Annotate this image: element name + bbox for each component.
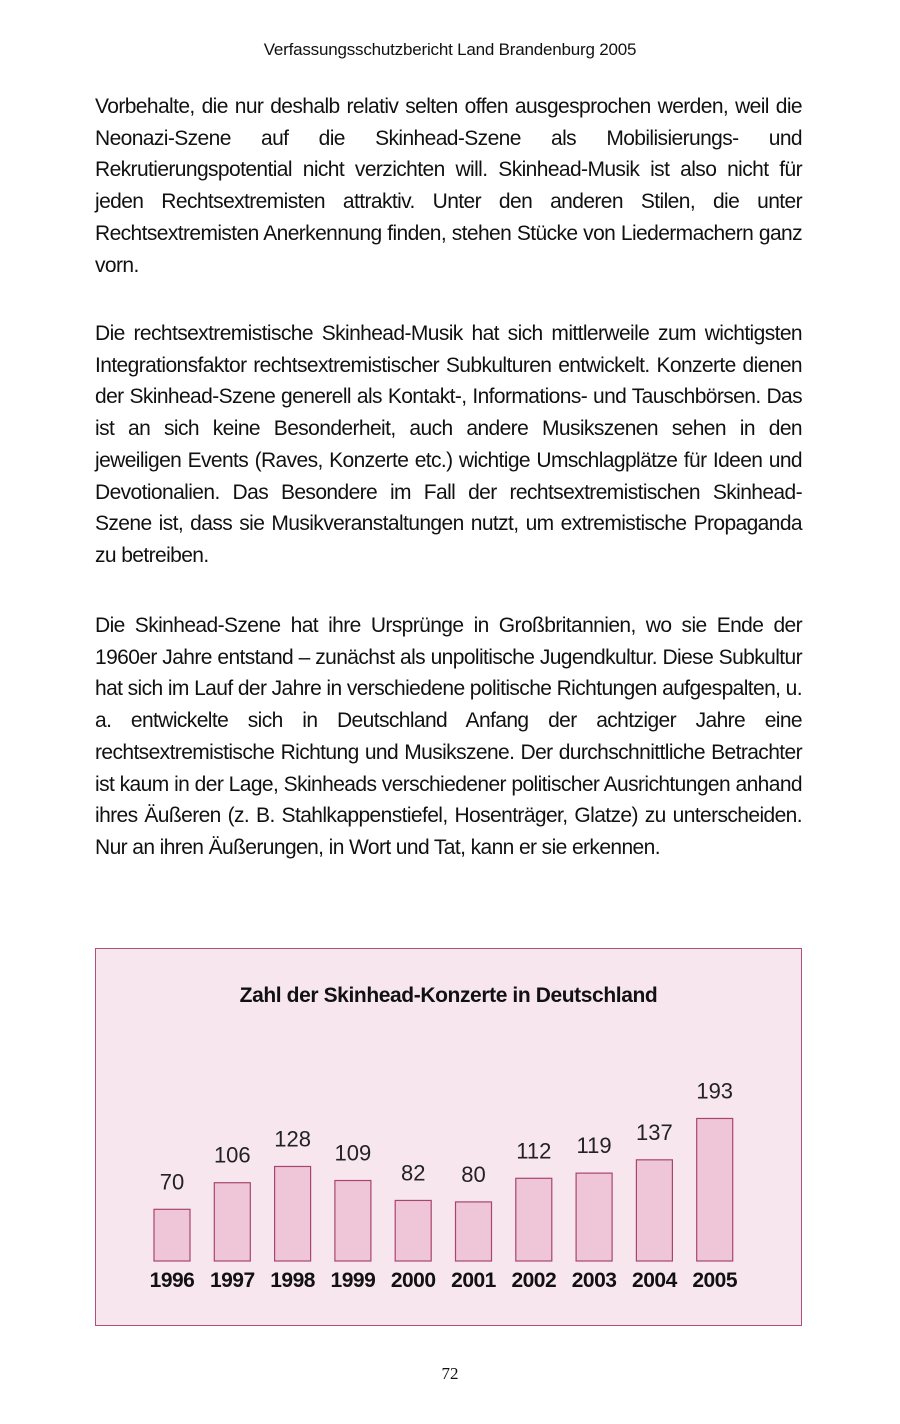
tick-label-2005: 2005 (692, 1269, 738, 1292)
tick-label-2001: 2001 (451, 1269, 496, 1292)
data-label-1997: 106 (213, 1142, 251, 1168)
page-number: 72 (441, 1364, 459, 1383)
bar-2002 (516, 1178, 552, 1261)
paragraph-text: Die Skinhead-Szene hat ihre Ursprünge in Großbritannien, wo sie Ende der 1960er Jahre entstand – zunächst als unpolitische Jugendkultur. Diese Subkultur hat sich im Lauf der Jahre in verschiedene politische Richtungen aufgespalten, u. a. entwickelte sich in Deutschland Anfang der achtziger Jahre eine rechtsextremistische Richtung und Musikszene. Der durchschnittliche Betrachter ist kaum in der Lage, Skinheads verschiedener politischer Ausrichtungen anhand ihres Äußeren (z. B. Stahlkappenstiefel, Hosenträger, Glatze) zu unterscheiden. Nur an ihren Äußerungen, in Wort und Tat, kann er sie erkennen. (95, 614, 802, 859)
tick-label-2004: 2004 (632, 1269, 677, 1292)
paragraph-2 (95, 318, 802, 572)
data-label-2001: 80 (461, 1161, 486, 1187)
bar-1998 (275, 1166, 311, 1261)
paragraph-3 (95, 610, 802, 864)
data-label-1999: 109 (334, 1140, 372, 1166)
bar-2005 (697, 1118, 733, 1261)
chart-title: Zahl der Skinhead-Konzerte in Deutschland (239, 984, 658, 1007)
tick-label-1997: 1997 (209, 1269, 255, 1292)
bar-1999 (335, 1181, 371, 1261)
bar-2000 (395, 1200, 431, 1261)
tick-label-2000: 2000 (390, 1269, 436, 1292)
tick-label-1999: 1999 (330, 1269, 376, 1292)
data-label-1996: 70 (159, 1169, 185, 1195)
tick-label-1998: 1998 (270, 1269, 315, 1292)
bar-2003 (576, 1173, 612, 1261)
data-label-2004: 137 (636, 1119, 673, 1145)
bar-2004 (636, 1160, 672, 1261)
data-label-1998: 128 (274, 1126, 311, 1152)
paragraph-1 (95, 91, 802, 281)
bar-2001 (456, 1202, 492, 1261)
tick-label-2002: 2002 (511, 1269, 557, 1292)
data-label-2000: 82 (400, 1160, 426, 1186)
bar-1996 (154, 1209, 190, 1261)
bar-chart (95, 948, 802, 1326)
data-label-2002: 112 (516, 1138, 552, 1164)
paragraph-text: Die rechtsextremistische Skinhead-Musik hat sich mittlerweile zum wichtigsten Integrationsfaktor rechtsextremistischer Subkulturen entwickelt. Konzerte dienen der Skinhead-Szene generell als Kontakt-, Informations- und Tauschbörsen. Das ist an sich keine Besonderheit, auch andere Musikszenen sehen in den jeweiligen Events (Raves, Konzerte etc.) wichtige Umschlagplätze für Ideen und Devotionalien. Das Besondere im Fall der rechtsextremistischen Skinhead-Szene ist, dass sie Musikveranstaltungen nutzt, um extremistische Propaganda zu betreiben. (95, 322, 802, 567)
running-header: Verfassungsschutzbericht Land Brandenburg 2005 (263, 40, 637, 59)
data-label-2005: 193 (696, 1078, 734, 1104)
paragraph-text: Vorbehalte, die nur deshalb relativ selten offen ausgesprochen werden, weil die Neonazi-Szene auf die Skinhead-Szene als Mobilisierungs- und Rekrutierungspotential nicht verzichten will. Skinhead-Musik ist also nicht für jeden Rechtsextremisten attraktiv. Unter den anderen Stilen, die unter Rechtsextremisten Anerkennung finden, stehen Stücke von Liedermachern ganz vorn. (95, 95, 802, 277)
data-label-2003: 119 (576, 1133, 612, 1159)
tick-label-2003: 2003 (571, 1269, 617, 1292)
tick-label-1996: 1996 (149, 1269, 195, 1292)
bar-1997 (214, 1183, 250, 1261)
